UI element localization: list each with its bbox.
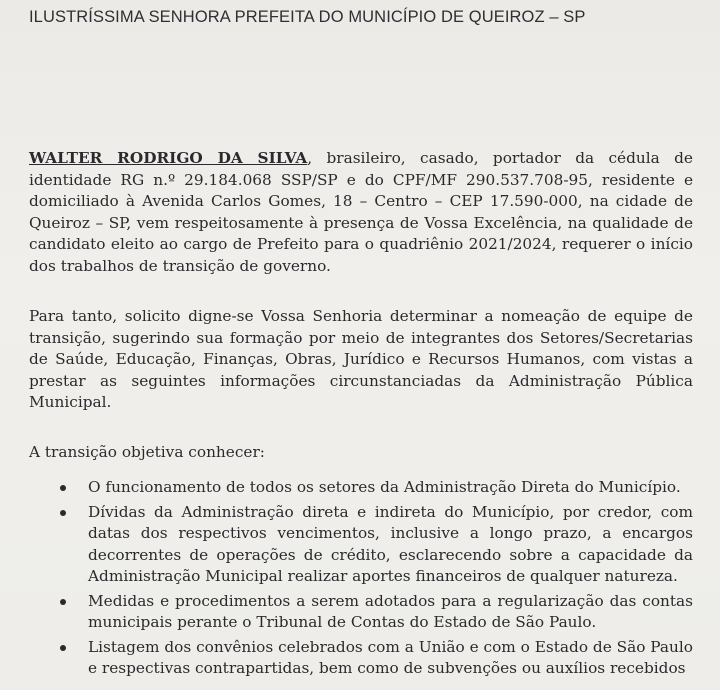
list-item xyxy=(60,637,693,680)
transition-intro: A transição objetiva conhecer: xyxy=(29,443,265,461)
bullet-icon xyxy=(60,485,66,491)
list-item-text: Dívidas da Administração direta e indireta do Município, por credor, com datas dos respectivos vencimentos, inclusive a longo prazo, a encargos decorrentes de operações de crédito, esclarecendo sobre a capacidade da Administração Municipal realizar aportes financeiros de qualquer natureza. xyxy=(88,502,693,585)
bullet-icon xyxy=(60,510,66,516)
transition-team-paragraph: Para tanto, solicito digne-se Vossa Senhoria determinar a nomeação de equipe de transição, sugerindo sua formação por meio de integrantes dos Setores/Secretarias de Saúde, Educação, Finanças, Obras, Jurídico e Recursos Humanos, com vistas a prestar as seguintes informações circunstanciadas da Administração Pública Municipal. xyxy=(29,307,693,411)
request-paragraph-text: , brasileiro, casado, portador da cédula de identidade RG n.º 29.184.068 SSP/SP e do CPF/MF 290.537.708-95, residente e domiciliado à Avenida Carlos Gomes, 18 – Centro – CEP 17.590-000, na cidade de Queiroz – SP, vem respeitosamente à presença de Vossa Excelência, na qualidade de candidato eleito ao cargo de Prefeito para o quadriênio 2021/2024, requerer o início dos trabalhos de transição de governo. xyxy=(29,149,693,275)
list-item xyxy=(60,502,693,588)
list-item xyxy=(60,477,693,499)
list-item-text: Medidas e procedimentos a serem adotados para a regularização das contas municipais perante o Tribunal de Contas do Estado de São Paulo. xyxy=(88,591,693,631)
list-item-text: O funcionamento de todos os setores da Administração Direta do Município. xyxy=(88,478,681,496)
bullet-icon xyxy=(60,599,66,605)
list-item xyxy=(60,591,693,634)
list-item-text: Listagem dos convênios celebrados com a União e com o Estado de São Paulo e respectivas contrapartidas, bem como de subvenções ou auxílios recebidos xyxy=(88,637,693,677)
requester-name: WALTER RODRIGO DA SILVA xyxy=(29,149,308,167)
addressee-heading: ILUSTRÍSSIMA SENHORA PREFEITA DO MUNICÍPIO DE QUEIROZ – SP xyxy=(29,8,586,26)
bullet-icon xyxy=(60,645,66,651)
request-paragraph xyxy=(29,148,693,277)
transition-objectives-list xyxy=(60,477,693,683)
